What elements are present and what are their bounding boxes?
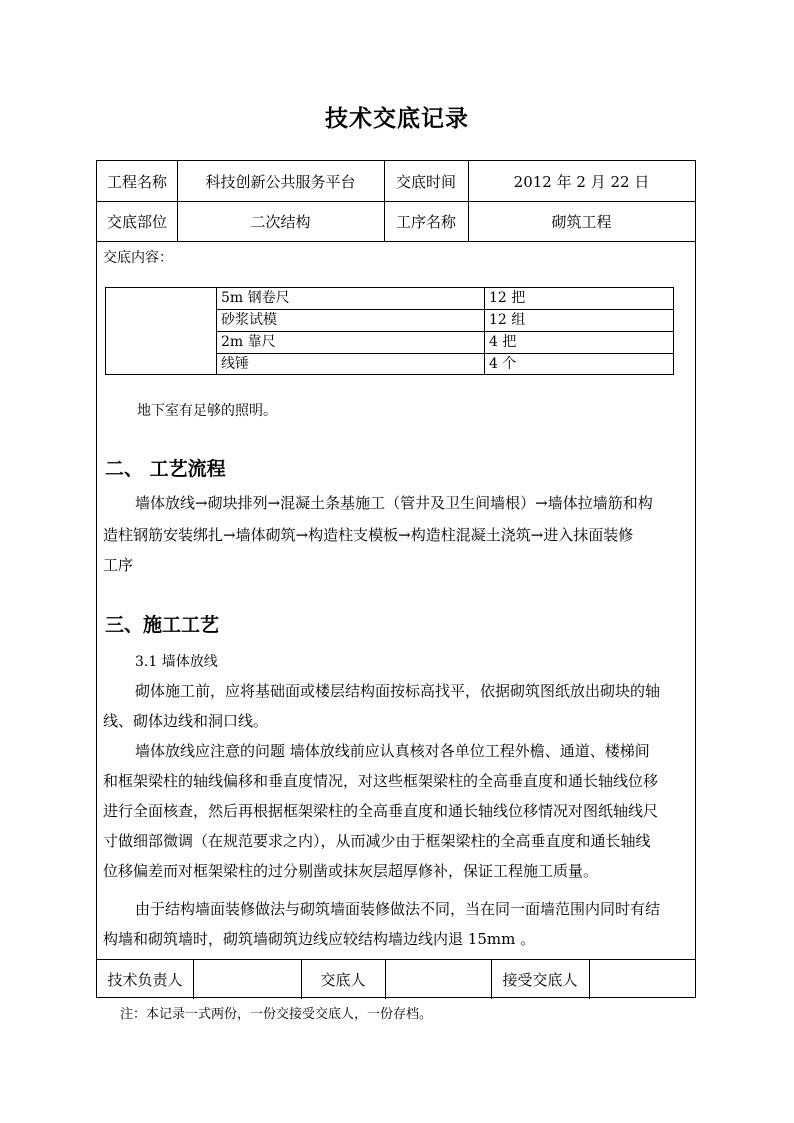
- disclosure-time-label: 交底时间: [395, 172, 456, 191]
- paragraph-line: 和框架梁柱的轴线偏移和垂直度情况，对这些框架梁柱的全高垂直度和通长轴线位移: [103, 772, 659, 790]
- section-heading-construction: 三、施工工艺: [105, 614, 220, 636]
- process-flow-line: 工序: [103, 556, 134, 574]
- tool-name: 2m 靠尺: [221, 334, 276, 350]
- tool-name: 5m 钢卷尺: [221, 290, 290, 306]
- receiver-signature: [589, 959, 695, 999]
- content-label: 交底内容：: [103, 250, 173, 266]
- tech-lead-signature: [193, 959, 301, 999]
- tools-row-divider: [216, 309, 673, 310]
- tool-name: 线锤: [221, 356, 249, 372]
- footnote: 注：本记录一式两份，一份交接受交底人，一份存档。: [120, 1007, 433, 1022]
- tool-qty: 4 个: [489, 356, 517, 372]
- process-name-label: 工序名称: [395, 212, 456, 231]
- project-name-value: 科技创新公共服务平台: [205, 172, 356, 191]
- tool-name: 砂浆试模: [221, 312, 277, 328]
- page-title: 技术交底记录: [325, 105, 469, 132]
- tool-qty: 4 把: [489, 334, 517, 350]
- tool-qty: 12 把: [489, 290, 526, 306]
- project-name-label: 工程名称: [106, 172, 167, 191]
- tools-table: [105, 287, 674, 375]
- paragraph-line: 由于结构墙面装修做法与砌筑墙面装修做法不同，当在同一面墙范围内同时有结: [135, 900, 661, 918]
- subsection-title: 3.1 墙体放线: [135, 654, 218, 670]
- disclosure-part-label: 交底部位: [106, 212, 167, 231]
- row-divider: [97, 241, 695, 242]
- tools-row-divider: [216, 353, 673, 354]
- lighting-text: 地下室有足够的照明。: [137, 403, 277, 419]
- record-table: [96, 160, 696, 998]
- paragraph-line: 墙体放线应注意的问题 墙体放线前应认真核对各单位工程外檐、通道、楼梯间: [135, 742, 650, 760]
- paragraph-line: 寸做细部微调（在规范要求之内），从而减少由于框架梁柱的全高垂直度和通长轴线: [103, 832, 651, 850]
- paragraph-line: 进行全面核查，然后再根据框架梁柱的全高垂直度和通长轴线位移情况对图纸轴线尺: [103, 802, 659, 820]
- paragraph-line: 砌体施工前，应将基础面或楼层结构面按标高找平，依据砌筑图纸放出砌块的轴: [135, 682, 661, 700]
- receiver-label: 接受交底人: [502, 970, 578, 989]
- disclosure-part-value: 二次结构: [250, 212, 311, 231]
- paragraph-line: 构墙和砌筑墙时，砌筑墙砌筑边线应较结构墙边线内退 15mm 。: [103, 930, 536, 948]
- process-flow-line: 造柱钢筋安装绑扎→墙体砌筑→构造柱支模板→构造柱混凝土浇筑→进入抹面装修: [103, 526, 634, 544]
- paragraph-line: 线、砌体边线和洞口线。: [103, 712, 269, 730]
- section-heading-process-flow: 二、 工艺流程: [105, 458, 226, 480]
- process-flow-line: 墙体放线→砌块排列→混凝土条基施工（管井及卫生间墙根）→墙体拉墙筋和构: [135, 494, 653, 512]
- tech-lead-label: 技术负责人: [107, 970, 183, 989]
- discloser-label: 交底人: [320, 970, 366, 989]
- disclosure-time-value: 2012 年 2 月 22 日: [513, 172, 650, 191]
- discloser-signature: [385, 959, 491, 999]
- tools-row-divider: [216, 331, 673, 332]
- paragraph-line: 位移偏差而对框架梁柱的过分剔凿或抹灰层超厚修补，保证工程施工质量。: [103, 862, 599, 880]
- process-name-value: 砌筑工程: [551, 212, 612, 231]
- tool-qty: 12 组: [489, 312, 526, 328]
